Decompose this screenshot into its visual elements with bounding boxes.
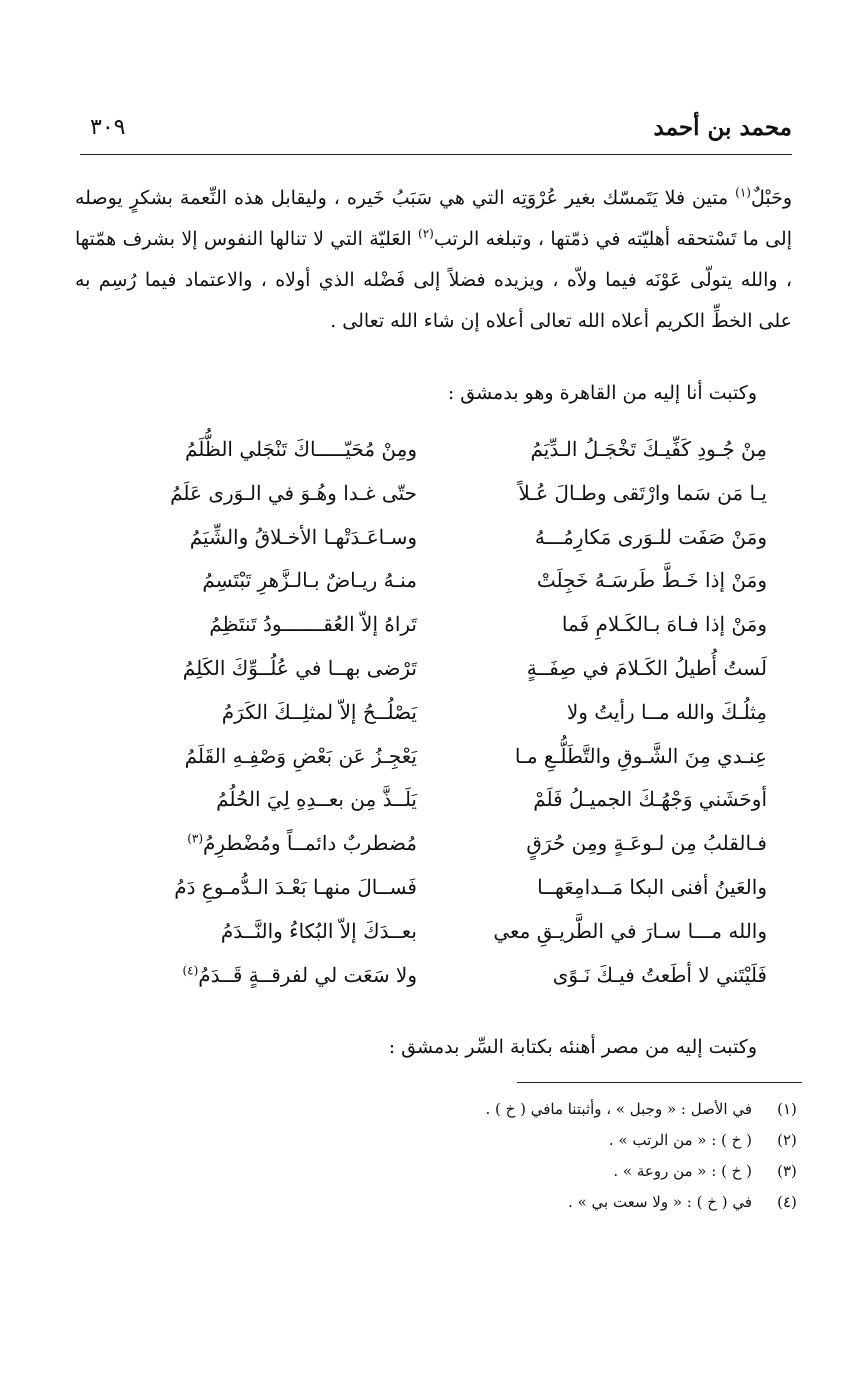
verse-second-hemistich bbox=[87, 910, 417, 953]
verse-second-hemistich bbox=[87, 822, 417, 865]
page-number: ٣٠٩ bbox=[90, 115, 126, 140]
verse-first-hemistich: ومَنْ إذا فـاهَ بـالكَـلامِ فَما bbox=[561, 612, 767, 637]
poem-verse bbox=[90, 603, 767, 647]
verse-first-hemistich: فَلَيْتَني لا أطَعتُ فيـكَ نَـوًى bbox=[552, 962, 767, 987]
prose-part-3: العَليّة التي لا تنالها النفوس إلا بشرف همّتها ، والله يتولّى عَوْنَه فيما ولاّه ، ويزيده فضلاً إلى فَضْله الذي أولاه ، والاعتماد فيما رُسِم به على الخطِّ الكريم أعلاه الله تعالى أعلاه إن شاء الله تعالى . bbox=[75, 228, 792, 332]
footnote-text: في ( خ ) : « ولا سعت بي » . bbox=[568, 1193, 752, 1211]
footnote-item bbox=[382, 1094, 802, 1125]
footnote-ref-2: (٢) bbox=[418, 226, 434, 241]
page-header bbox=[80, 108, 792, 155]
poem-verse bbox=[90, 472, 767, 516]
prose-paragraph bbox=[75, 178, 792, 342]
verse-first-hemistich: مِنْ جُـودِ كَفِّيـكَ تَخْجَـلُ الـدِّيَمُ bbox=[530, 437, 767, 461]
verse-second-hemistich bbox=[87, 603, 417, 646]
poem-verse bbox=[90, 559, 767, 603]
verse-second-hemistich bbox=[87, 954, 417, 997]
footnote-text: في الأصل : « وجبل » ، وأثبتنا مافي ( خ ) . bbox=[485, 1100, 752, 1118]
poem-verse bbox=[90, 822, 767, 866]
verse-first-hemistich: مِثلُـكَ والله مــا رأيتُ ولا bbox=[566, 699, 767, 724]
verse-second-hemistich bbox=[87, 472, 417, 515]
verse-footnote-ref: (٤) bbox=[182, 962, 199, 977]
footnotes bbox=[382, 1094, 802, 1218]
verse-second-hemistich-text: ولا سَعَت لي لفرقــةٍ قَــدَمُ bbox=[198, 962, 417, 987]
verse-second-hemistich-text: يَعْجِـزُ عَن بَعْضِ وَصْفِـهِ القَلَمُ bbox=[184, 743, 417, 768]
poem-verse bbox=[90, 647, 767, 691]
verse-second-hemistich-text: تَرْضى بهــا في عُلُــوِّكَ الكَلِمُ bbox=[182, 655, 417, 680]
verse-first-hemistich: ومَنْ إذا خَـطَّ طَرسَـهُ خَجِلَتْ bbox=[536, 568, 767, 593]
verse-second-hemistich-text: منـهُ ريـاضٌ بـالـزَّهرِ تَبْتَسِمُ bbox=[202, 568, 417, 593]
footnote-item bbox=[382, 1156, 802, 1187]
footnote-number: (٣) bbox=[777, 1162, 797, 1180]
poem-verse bbox=[90, 866, 767, 910]
verse-second-hemistich bbox=[87, 866, 417, 909]
verse-first-hemistich: والعَينُ أفنى البكا مَــدامِعَهــا bbox=[537, 874, 767, 899]
running-head: محمد بن أحمد bbox=[653, 114, 792, 141]
verse-second-hemistich bbox=[87, 559, 417, 602]
poem-verse bbox=[90, 954, 767, 998]
verse-first-hemistich: أوحَشَني وَجْهُـكَ الجميـلُ فَلَمْ bbox=[533, 787, 767, 812]
verse-first-hemistich: لَستُ أُطيلُ الكَـلامَ في صِفَــةٍ bbox=[526, 655, 767, 680]
poem-verse bbox=[90, 691, 767, 735]
prose-part-1: وحَبْلٌ bbox=[750, 187, 792, 209]
verse-second-hemistich-text: يَصْلُــحُ إلاّ لمثلِــكَ الكَرَمُ bbox=[221, 699, 417, 724]
footnote-number: (٤) bbox=[777, 1193, 797, 1211]
verse-first-hemistich: عِنـدي مِنَ الشَّـوقِ والتَّطَلُّـعِ مـا bbox=[514, 743, 767, 768]
poem-intro: وكتبت أنا إليه من القاهرة وهو بدمشق : bbox=[447, 382, 757, 404]
footnote-divider bbox=[517, 1082, 802, 1083]
poem bbox=[90, 428, 767, 997]
poem-verse bbox=[90, 428, 767, 472]
poem-verse bbox=[90, 778, 767, 822]
verse-second-hemistich bbox=[87, 735, 417, 778]
poem-verse bbox=[90, 910, 767, 954]
verse-footnote-ref: (٣) bbox=[187, 831, 204, 846]
verse-second-hemistich-text: بعــدَكَ إلاّ البُكاءُ والنَّــدَمُ bbox=[220, 918, 417, 943]
verse-second-hemistich-text: فَســالَ منهـا بَعْـدَ الـدُّمـوعِ دَمُ bbox=[174, 874, 417, 899]
prose-part-2: متين فلا يَتَمسّك بغير عُرْوَتِه التي هي سَبَبُ خَيره ، وليقابل هذه النِّعمة بشكرٍ يوصله إلى ما تَسْتحقه أهليّته في ذمّتها ، وتبلغه الرتب bbox=[75, 187, 792, 250]
next-poem-intro: وكتبت إليه من مصر أهنئه بكتابة السِّر بدمشق : bbox=[388, 1036, 757, 1058]
verse-second-hemistich-text: مُضطربٌ دائمــاً ومُضْطرِمُ bbox=[203, 831, 417, 856]
footnote-text: ( خ ) : « من الرتب » . bbox=[608, 1131, 752, 1149]
verse-second-hemistich-text: تَراهُ إلاّ العُقـــــــودُ تَنتَظِمُ bbox=[209, 612, 417, 637]
verse-second-hemistich bbox=[87, 428, 417, 471]
verse-second-hemistich-text: حتّى غـدا وهُـوَ في الـوَرى عَلَمُ bbox=[170, 480, 417, 505]
footnote-text: ( خ ) : « من روعة » . bbox=[613, 1162, 752, 1180]
footnote-number: (٢) bbox=[777, 1131, 797, 1149]
footnote-item bbox=[382, 1125, 802, 1156]
verse-second-hemistich bbox=[87, 778, 417, 821]
verse-second-hemistich-text: وسـاعَـدَتْهـا الأخـلاقُ والشِّيَمُ bbox=[189, 524, 417, 549]
prose-text bbox=[75, 178, 792, 342]
footnote-ref-1: (١) bbox=[735, 185, 751, 200]
verse-first-hemistich: فـالقلبُ مِن لـوعَـةٍ ومِن حُرَقٍ bbox=[526, 831, 767, 856]
verse-first-hemistich: والله مـــا سـارَ في الطَّريـقِ معي bbox=[493, 918, 767, 943]
verse-second-hemistich bbox=[87, 647, 417, 690]
verse-first-hemistich: ومَنْ صَفَت للـوَرى مَكارِمُـــهُ bbox=[534, 524, 767, 549]
verse-second-hemistich bbox=[87, 691, 417, 734]
footnote-number: (١) bbox=[777, 1100, 797, 1118]
verse-first-hemistich: يـا مَن سَما وارْتَقى وطـالَ عُـلاً bbox=[518, 480, 767, 505]
verse-second-hemistich-text: يَلَــذَّ مِن بعــدِهِ لِيَ الحُلُمُ bbox=[216, 787, 417, 812]
poem-verse bbox=[90, 516, 767, 560]
poem-verse bbox=[90, 735, 767, 779]
footnote-item bbox=[382, 1187, 802, 1218]
verse-second-hemistich-text: ومِنْ مُحَيّـــــاكَ تَنْجَلي الظُّلَمُ bbox=[185, 437, 417, 461]
verse-second-hemistich bbox=[87, 516, 417, 559]
